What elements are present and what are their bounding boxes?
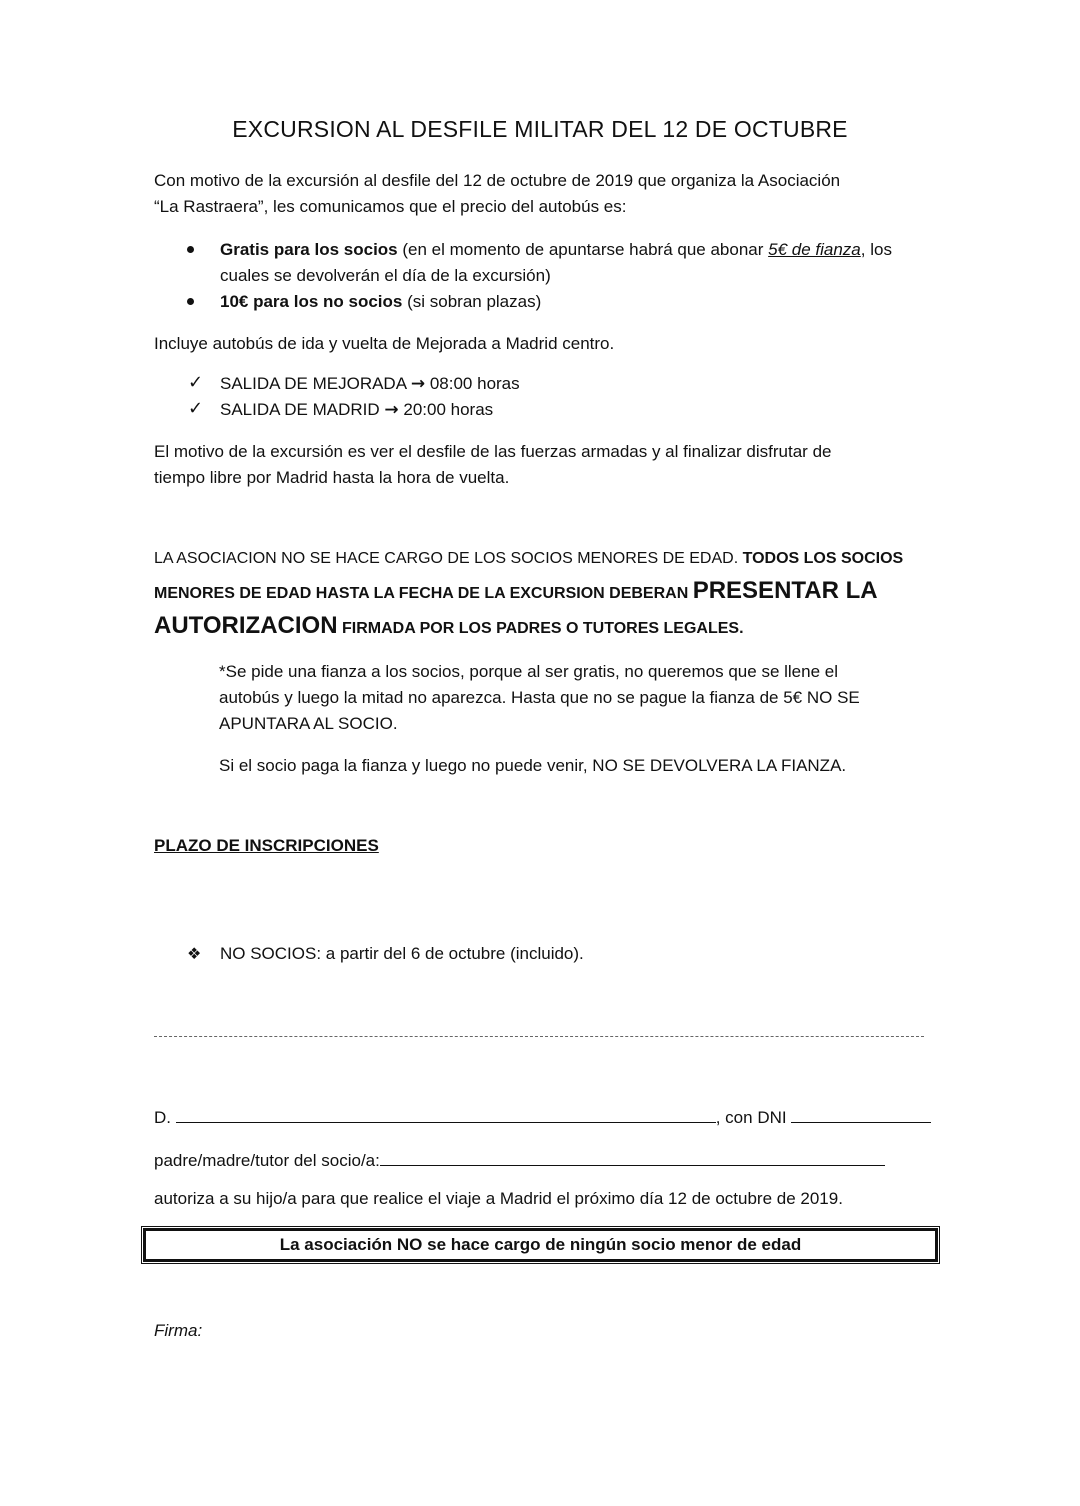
warning-part-1: LA ASOCIACION NO SE HACE CARGO DE LOS SOCIOS MENORES DE EDAD.	[154, 550, 743, 567]
intro-line-1: Con motivo de la excursión al desfile del 12 de octubre de 2019 que organiza la Asociación	[154, 171, 841, 190]
bullet-icon	[187, 298, 194, 305]
salida-2-time: 20:00 horas	[403, 400, 494, 419]
form-d-label: D.	[154, 1108, 176, 1127]
diamond-bullet-icon: ❖	[187, 944, 202, 963]
price-socios-bold: Gratis para los socios	[220, 240, 398, 259]
salida-2-label: SALIDA DE MADRID	[220, 400, 380, 419]
motivo-line-1: El motivo de la excursión es ver el desfile de las fuerzas armadas y al finalizar disfrutar de	[154, 442, 832, 461]
checkmark-icon: ✓	[188, 398, 204, 419]
warning-line-3	[154, 611, 744, 644]
notice-box: La asociación NO se hace cargo de ningún socio menor de edad	[143, 1228, 938, 1262]
socio-name-field[interactable]	[380, 1149, 885, 1166]
price-nosocios-bold: 10€ para los no socios	[220, 292, 403, 311]
incluye-text: Incluye autobús de ida y vuelta de Mejorada a Madrid centro.	[154, 334, 615, 353]
intro-line-2: “La Rastraera”, les comunicamos que el precio del autobús es:	[154, 197, 627, 216]
document-title: EXCURSION AL DESFILE MILITAR DEL 12 DE OCTUBRE	[232, 116, 848, 142]
warning-line-2-bold: MENORES DE EDAD HASTA LA FECHA DE LA EXCURSION DEBERAN	[154, 585, 693, 602]
price-nosocios	[220, 289, 541, 315]
warning-line-2-big: PRESENTAR LA	[692, 577, 878, 604]
plazo-heading: PLAZO DE INSCRIPCIONES	[154, 836, 379, 855]
note-line-4: Si el socio paga la fianza y luego no puede venir, NO SE DEVOLVERA LA FIANZA.	[219, 756, 847, 775]
warning-line-1	[154, 546, 903, 572]
price-socios-line2: cuales se devolverán el día de la excursión)	[220, 266, 551, 285]
form-autoriza: autoriza a su hijo/a para que realice el viaje a Madrid el próximo día 12 de octubre de 2019.	[154, 1189, 843, 1208]
salida-1-label: SALIDA DE MEJORADA	[220, 374, 407, 393]
plazo-item: NO SOCIOS: a partir del 6 de octubre (incluido).	[220, 944, 584, 963]
price-socios	[220, 237, 892, 263]
warning-line-3-bold: FIRMADA POR LOS PADRES O TUTORES LEGALES.	[337, 620, 744, 637]
price-socios-text: (en el momento de apuntarse habrá que abonar	[397, 240, 769, 259]
cut-line-divider	[154, 1036, 924, 1037]
note-line-1: *Se pide una fianza a los socios, porque al ser gratis, no queremos que se llene el	[219, 662, 838, 681]
schedule-salida-2	[220, 397, 493, 423]
salida-1-time: 08:00 horas	[429, 374, 520, 393]
form-tutor-line	[154, 1148, 885, 1174]
arrow-right-icon: →	[384, 400, 399, 420]
bullet-icon	[187, 246, 194, 253]
warning-line-3-big: AUTORIZACION	[154, 612, 338, 639]
note-line-2: autobús y luego la mitad no aparezca. Hasta que no se pague la fianza de 5€ NO SE	[219, 688, 860, 707]
form-tutor-label: padre/madre/tutor del socio/a:	[154, 1151, 380, 1170]
note-line-3: APUNTARA AL SOCIO.	[219, 714, 398, 733]
price-nosocios-text: (si sobran plazas)	[402, 292, 542, 311]
checkmark-icon: ✓	[188, 372, 204, 393]
form-d-line	[154, 1105, 931, 1131]
arrow-right-icon: →	[410, 374, 426, 394]
schedule-salida-1	[220, 371, 520, 397]
price-socios-text2: , los	[860, 240, 892, 259]
dni-field[interactable]	[791, 1106, 931, 1123]
form-dni-label: , con DNI	[715, 1108, 792, 1127]
name-field[interactable]	[176, 1106, 716, 1123]
motivo-line-2: tiempo libre por Madrid hasta la hora de vuelta.	[154, 468, 510, 487]
signature-label: Firma:	[154, 1321, 203, 1340]
warning-line-2	[154, 576, 878, 609]
price-socios-fianza: 5€ de fianza	[768, 240, 861, 259]
warning-part-1-bold: TODOS LOS SOCIOS	[742, 550, 904, 567]
